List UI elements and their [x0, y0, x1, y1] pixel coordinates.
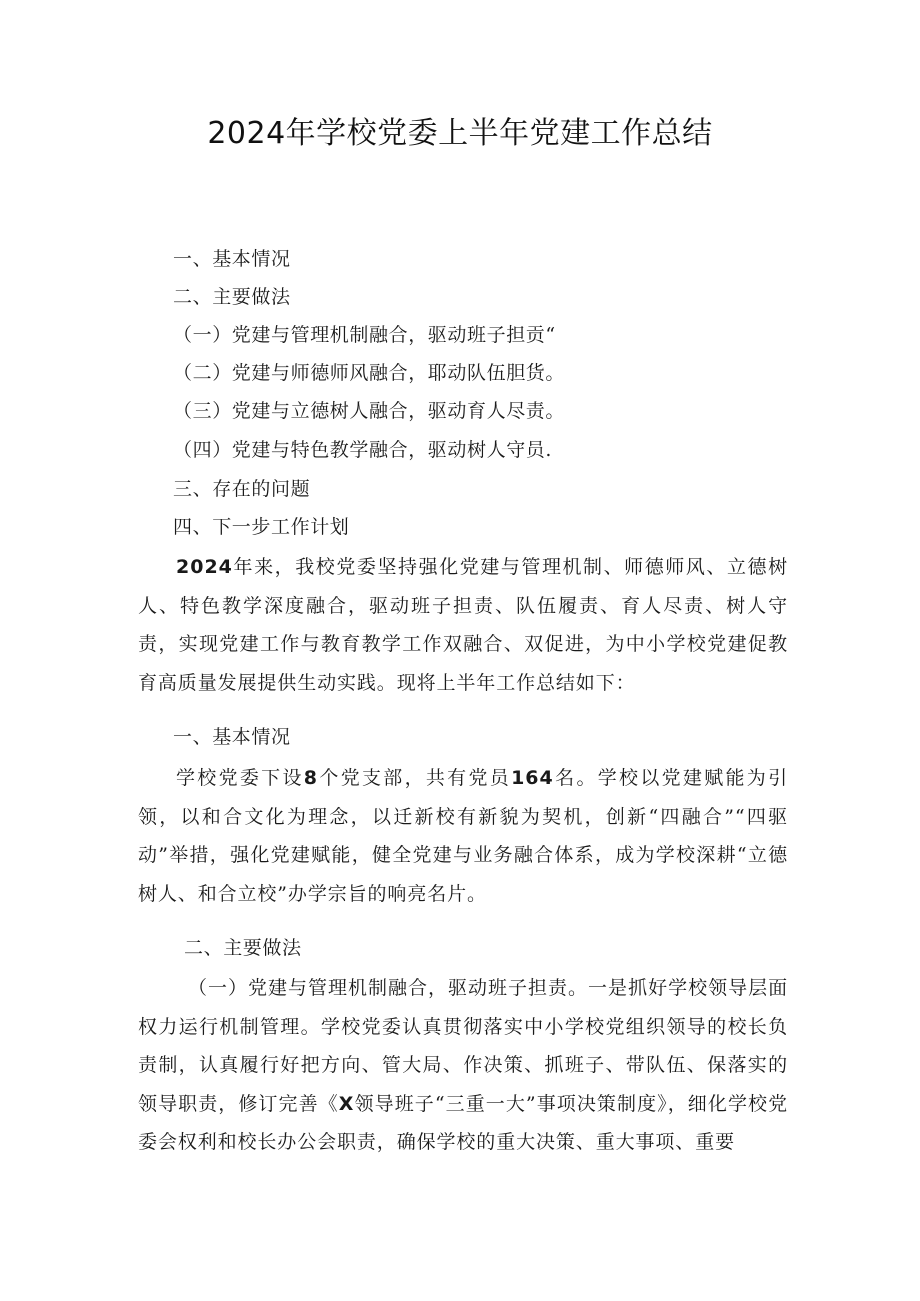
outline-item: 二、主要做法: [173, 286, 291, 308]
intro-text: 年来，我校党委坚持强化党建与管理机制、师德师风、立德树人、特色教学深度融合，驱动班子担责、队伍履责、育人尽责、树人守责，实现党建工作与教育教学工作双融合、双促进，为中小学校党建促教育高质量发展提供生动实践。现将上半年工作总结如下：: [138, 556, 788, 694]
branch-count: 8: [303, 767, 319, 789]
intro-year: 2024: [176, 556, 233, 578]
section2-paragraph: （一）党建与管理机制融合，驱动班子担责。一是抓好学校领导层面权力运行机制管理。学校党委认真贯彻落实中小学校党组织领导的校长负责制，认真履行好把方向、管大局、作决策、抓班子、带队伍、保落实的领导职责，修订完善《X领导班子“三重一大”事项决策制度》，细化学校党委会权利和校长办公会职责，确保学校的重大决策、重大事项、重要: [138, 977, 788, 1153]
outline-item: 三、存在的问题: [173, 478, 311, 500]
outline-item: 一、基本情况: [173, 248, 291, 270]
document-title: 2024年学校党委上半年党建工作总结: [207, 116, 713, 151]
section2-heading: 二、主要做法: [184, 937, 302, 959]
outline-item: 四、下一步工作计划: [173, 516, 350, 538]
outline-item: （四）党建与特色教学融合，驱动树人守员.: [173, 439, 553, 461]
member-count: 164: [511, 767, 554, 789]
outline-item: （三）党建与立德树人融合，驱动育人尽责。: [173, 400, 566, 422]
outline-item: （一）党建与管理机制融合，驱动班子担贡“: [173, 324, 556, 346]
outline-item: （二）党建与师德师风融合，耶动队伍胆货。: [173, 362, 566, 384]
section1-paragraph: 学校党委下设8个党支部，共有党员164名。学校以党建赋能为引领，以和合文化为理念，以迁新校有新貌为契机，创新“四融合”“四驱动”举措，强化党建赋能，健全党建与业务融合体系，成为学校深耕“立德树人、和合立校”办学宗旨的响亮名片。: [138, 767, 788, 905]
doc-letter: X: [338, 1092, 355, 1115]
intro-paragraph: [138, 548, 788, 702]
section1-heading: 一、基本情况: [173, 726, 291, 748]
